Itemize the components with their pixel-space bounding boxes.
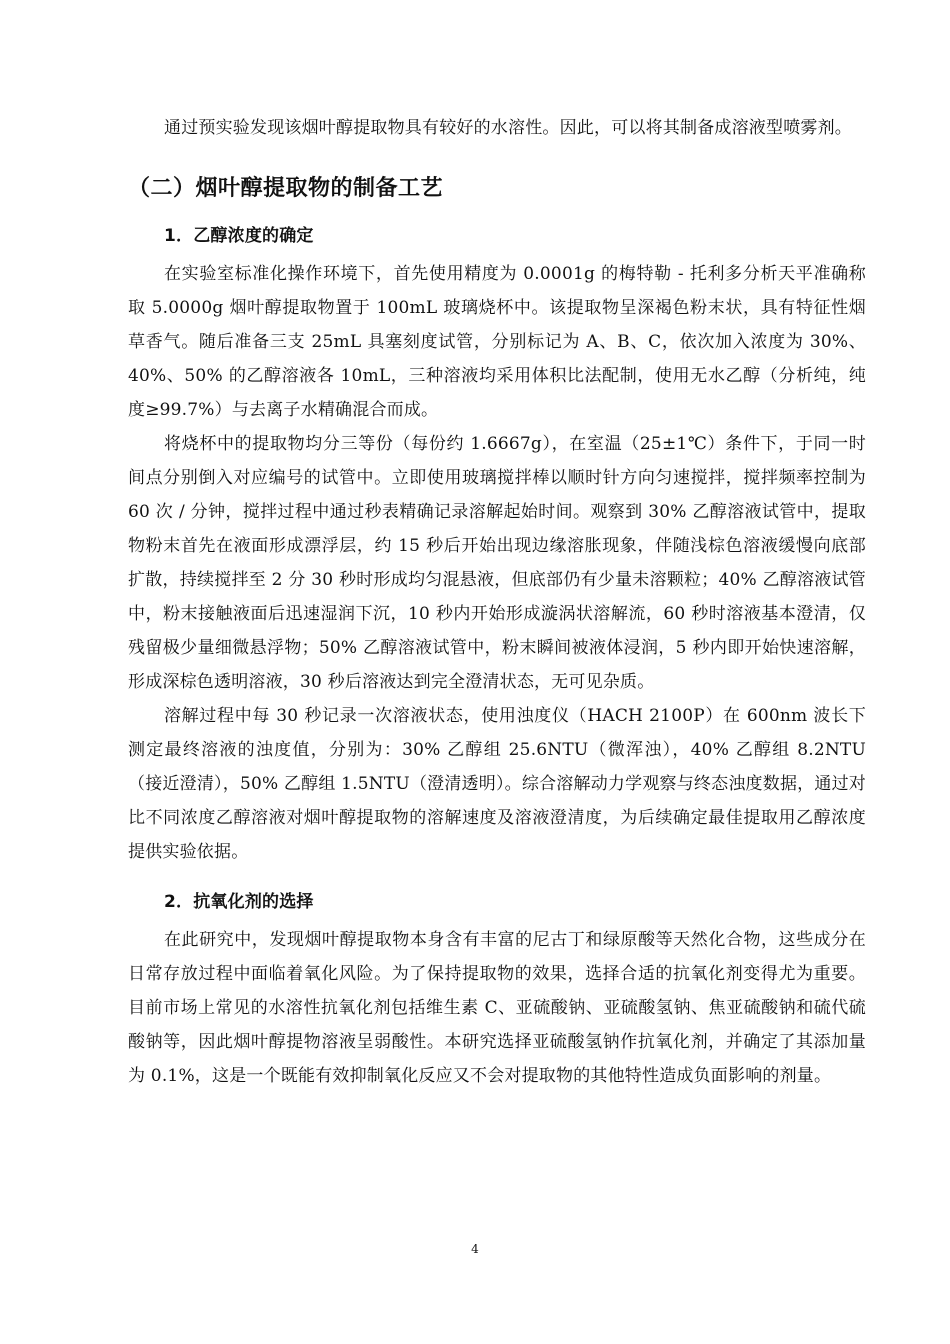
paragraph-antioxidant-selection: 在此研究中，发现烟叶醇提取物本身含有丰富的尼古丁和绿原酸等天然化合物，这些成分在日常存放过程中面临着氧化风险。为了保持提取物的效果，选择合适的抗氧化剂变得尤为重要。目前市场上常见的水溶性抗氧化剂包括维生素 C、亚硫酸钠、亚硫酸氢钠、焦亚硫酸钠和硫代硫酸钠等，因此烟叶醇提物溶液呈弱酸性。本研究选择亚硫酸氢钠作抗氧化剂，并确定了其添加量为 0.1%，这是一个既能有效抑制氧化反应又不会对提取物的其他特性造成负面影响的剂量。: [128, 930, 866, 1086]
subsection-heading-ethanol-concentration: 1．乙醇浓度的确定: [164, 226, 314, 246]
page-number: 4: [471, 1242, 479, 1256]
page-body: [128, 111, 866, 1093]
section-heading: （二）烟叶醇提取物的制备工艺: [128, 176, 444, 201]
paragraph-dissolution-observation: 将烧杯中的提取物均分三等份（每份约 1.6667g），在室温（25±1℃）条件下，于同一时间点分别倒入对应编号的试管中。立即使用玻璃搅拌棒以顺时针方向匀速搅拌，搅拌频率控制为 60 次 / 分钟，搅拌过程中通过秒表精确记录溶解起始时间。观察到 30% 乙醇溶液试管中，提取物粉末首先在液面形成漂浮层，约 15 秒后开始出现边缘溶胀现象，伴随浅棕色溶液缓慢向底部扩散，持续搅拌至 2 分 30 秒时形成均匀混悬液，但底部仍有少量未溶颗粒；40% 乙醇溶液试管中，粉末接触液面后迅速湿润下沉，10 秒内开始形成漩涡状溶解流，60 秒时溶液基本澄清，仅残留极少量细微悬浮物；50% 乙醇溶液试管中，粉末瞬间被液体浸润，5 秒内即开始快速溶解，形成深棕色透明溶液，30 秒后溶液达到完全澄清状态，无可见杂质。: [128, 434, 866, 692]
paragraph-turbidity-results: 溶解过程中每 30 秒记录一次溶液状态，使用浊度仪（HACH 2100P）在 600nm 波长下测定最终溶液的浊度值，分别为：30% 乙醇组 25.6NTU（微浑浊），40% 乙醇组 8.2NTU（接近澄清），50% 乙醇组 1.5NTU（澄清透明）。综合溶解动力学观察与终态浊度数据，通过对比不同浓度乙醇溶液对烟叶醇提取物的溶解速度及溶液澄清度，为后续确定最佳提取用乙醇浓度提供实验依据。: [128, 706, 866, 862]
subsection-heading-antioxidant: 2．抗氧化剂的选择: [164, 892, 314, 912]
paragraph-weighing-procedure: 在实验室标准化操作环境下，首先使用精度为 0.0001g 的梅特勒 - 托利多分析天平准确称取 5.0000g 烟叶醇提取物置于 100mL 玻璃烧杯中。该提取物呈深褐色粉末状，具有特征性烟草香气。随后准备三支 25mL 具塞刻度试管，分别标记为 A、B、C，依次加入浓度为 30%、40%、50% 的乙醇溶液各 10mL，三种溶液均采用体积比法配制，使用无水乙醇（分析纯，纯度≥99.7%）与去离子水精确混合而成。: [128, 264, 866, 420]
intro-paragraph: 通过预实验发现该烟叶醇提取物具有较好的水溶性。因此，可以将其制备成溶液型喷雾剂。: [164, 118, 852, 138]
